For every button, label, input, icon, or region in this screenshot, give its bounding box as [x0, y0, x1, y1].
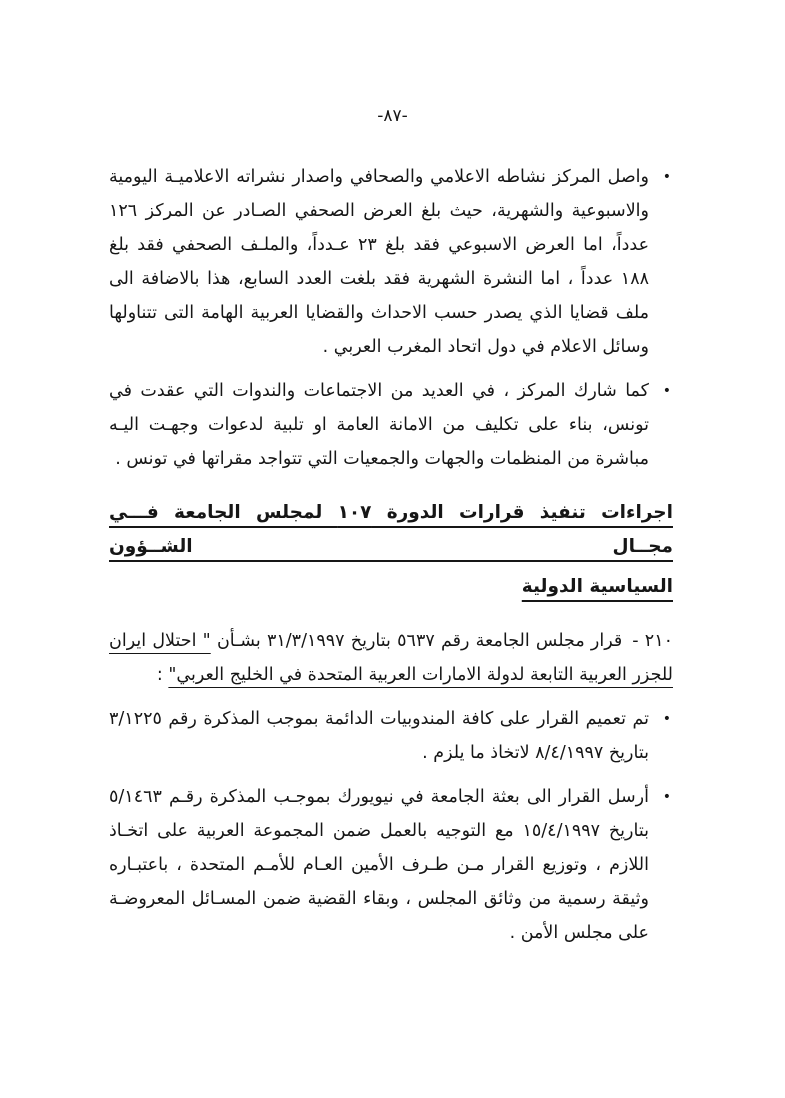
section-heading-line1: اجراءات تنفيذ قرارات الدورة ١٠٧ لمجلس الجامعة فـــي مجــال الشــؤون [109, 502, 673, 557]
item-210 [109, 624, 673, 692]
item-210-subparagraph-newyork [109, 780, 673, 950]
item-210-intro-prefix: قرار مجلس الجامعة رقم ٥٦٣٧ بتاريخ ٣١/٣/١٩٩٧ بشـأن [210, 631, 623, 651]
bullet-icon: • [662, 383, 671, 399]
paragraph-text: أرسل القرار الى بعثة الجامعة في نيويورك بموجـب المذكرة رقـم ٥/١٤٦٣ بتاريخ ١٥/٤/١٩٩٧ مع التوجيه بالعمل ضمن المجموعة العربية على اتخـاذ اللازم ، وتوزيع القرار مـن طـرف الأمين العـام للأمـم المتحدة ، باعتبـاره وثيقة رسمية من وثائق المجلس ، وبقاء القضية ضمن المسـائل المعروضـة على مجلس الأمن . [109, 787, 649, 943]
paragraph-text: كما شارك المركز ، في العديد من الاجتماعات والندوات التي عقدت في تونس، بناء على تكليف من الامانة العامة او تلبية لدعوات وجهـت اليـه مباشرة من المنظمات والجهات والجمعيات التي تتواجد مقراتها في تونس . [109, 381, 649, 469]
page-content [109, 160, 673, 960]
paragraph-text: واصل المركز نشاطه الاعلامي والصحافي واصدار نشراته الاعلاميـة اليومية والاسبوعية والشهرية، حيث بلغ العرض الصحفي الصـادر عن المركز ١٢٦ عدداً، اما العرض الاسبوعي فقد بلغ ٢٣ عـدداً، والملـف الصحفي فقد بلغ ١٨٨ عدداً ، اما النشرة الشهرية فقد بلغت العدد السابع، هذا بالاضافة الى ملف قضايا الذي يصدر حسب الاحداث والقضايا العربية الهامة التى تتناولها وسائل الاعلام في دول اتحاد المغرب العربي . [109, 167, 650, 357]
item-210-intro-suffix: : [156, 665, 169, 685]
page-number: -٨٧- [377, 106, 408, 126]
paragraph-text: تم تعميم القرار على كافة المندوبيات الدائمة بموجب المذكرة رقم ٣/١٢٢٥ بتاريخ ٨/٤/١٩٩٧ لاتخاذ ما يلزم . [109, 709, 649, 763]
item-210-number: ٢١٠ - [632, 631, 673, 651]
section-heading [109, 496, 673, 610]
bullet-icon: • [662, 789, 671, 805]
bullet-icon: • [662, 169, 671, 185]
item-210-subparagraph-circulation [109, 702, 673, 770]
item-210-resolution-title: " احتلال ايران للجزر العربية التابعة لدولة الامارات العربية المتحدة في الخليج العربي" [109, 631, 673, 685]
bullet-icon: • [662, 711, 671, 727]
section-heading-line2: السياسية الدولية [521, 576, 673, 597]
paragraph-meetings [109, 374, 673, 476]
paragraph-media-activity [109, 160, 673, 364]
